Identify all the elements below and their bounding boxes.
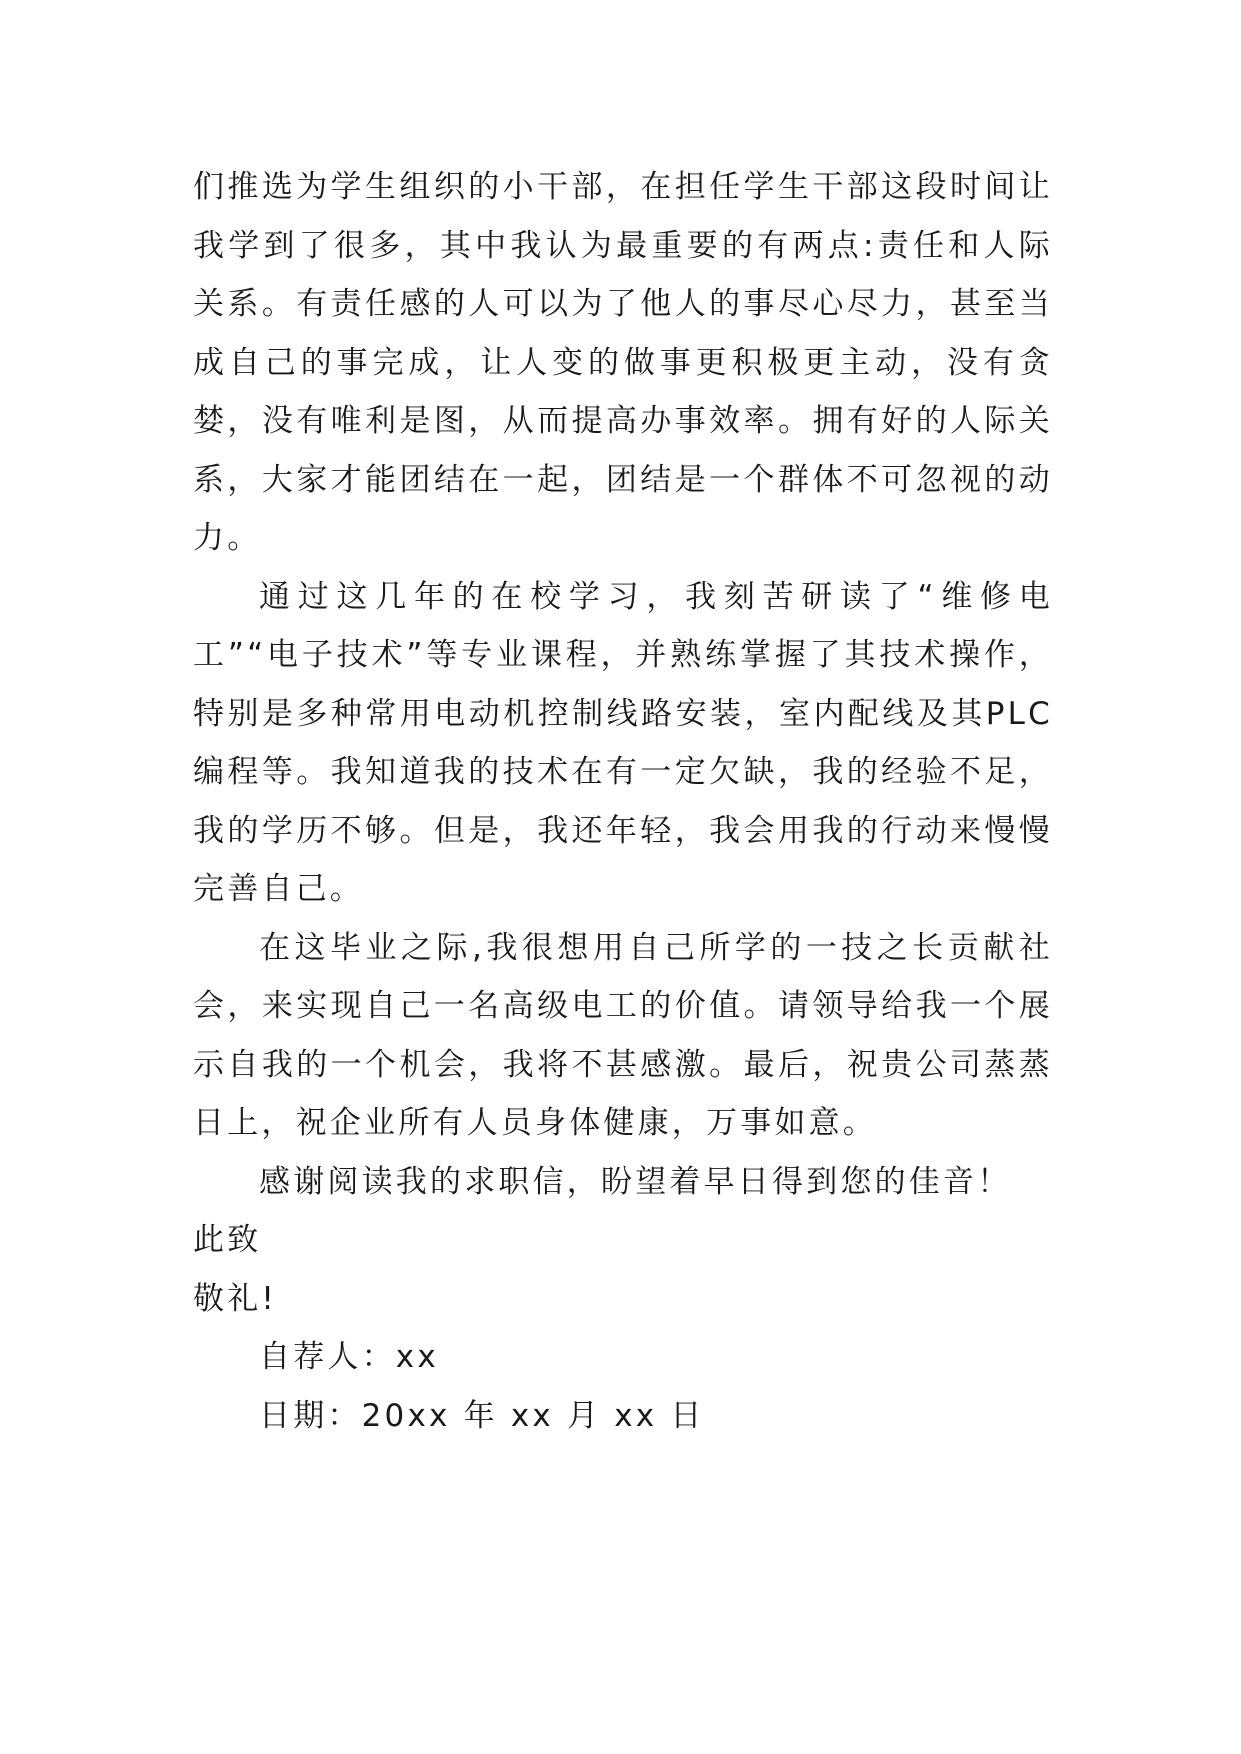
paragraph-technical-skills: 通过这几年的在校学习，我刻苦研读了“维修电工”“电子技术”等专业课程，并熟练掌握了其技术操作，特别是多种常用电动机控制线路安装，室内配线及其PLC编程等。我知道我的技术在有一定欠缺，我的经验不足，我的学历不够。但是，我还年轻，我会用我的行动来慢慢完善自己。 (193, 578, 1053, 907)
paragraph-graduation: 在这毕业之际,我很想用自己所学的一技之长贡献社会，来实现自己一名高级电工的价值。请领导给我一个展示自我的一个机会，我将不甚感激。最后，祝贵公司蒸蒸日上，祝企业所有人员身体健康，万事如意。 (193, 929, 1053, 1141)
closing-salutation: 此致 (193, 1222, 262, 1258)
paragraph-thanks: 感谢阅读我的求职信，盼望着早日得到您的佳音！ (259, 1163, 1012, 1200)
paragraph-student-leader: 们推选为学生组织的小干部，在担任学生干部这段时间让我学到了很多，其中我认为最重要的有两点:责任和人际关系。有责任感的人可以为了他人的事尽心尽力，甚至当成自己的事完成，让人变的做事更积极更主动，没有贪婪，没有唯利是图，从而提高办事效率。拥有好的人际关系，大家才能团结在一起，团结是一个群体不可忽视的动力。 (193, 169, 1053, 556)
letter-body (193, 158, 1053, 1445)
signature-author: 自荐人：xx (259, 1339, 439, 1375)
signature-date: 日期：20xx 年 xx 月 xx 日 (259, 1397, 705, 1434)
closing-respect: 敬礼! (193, 1280, 278, 1317)
